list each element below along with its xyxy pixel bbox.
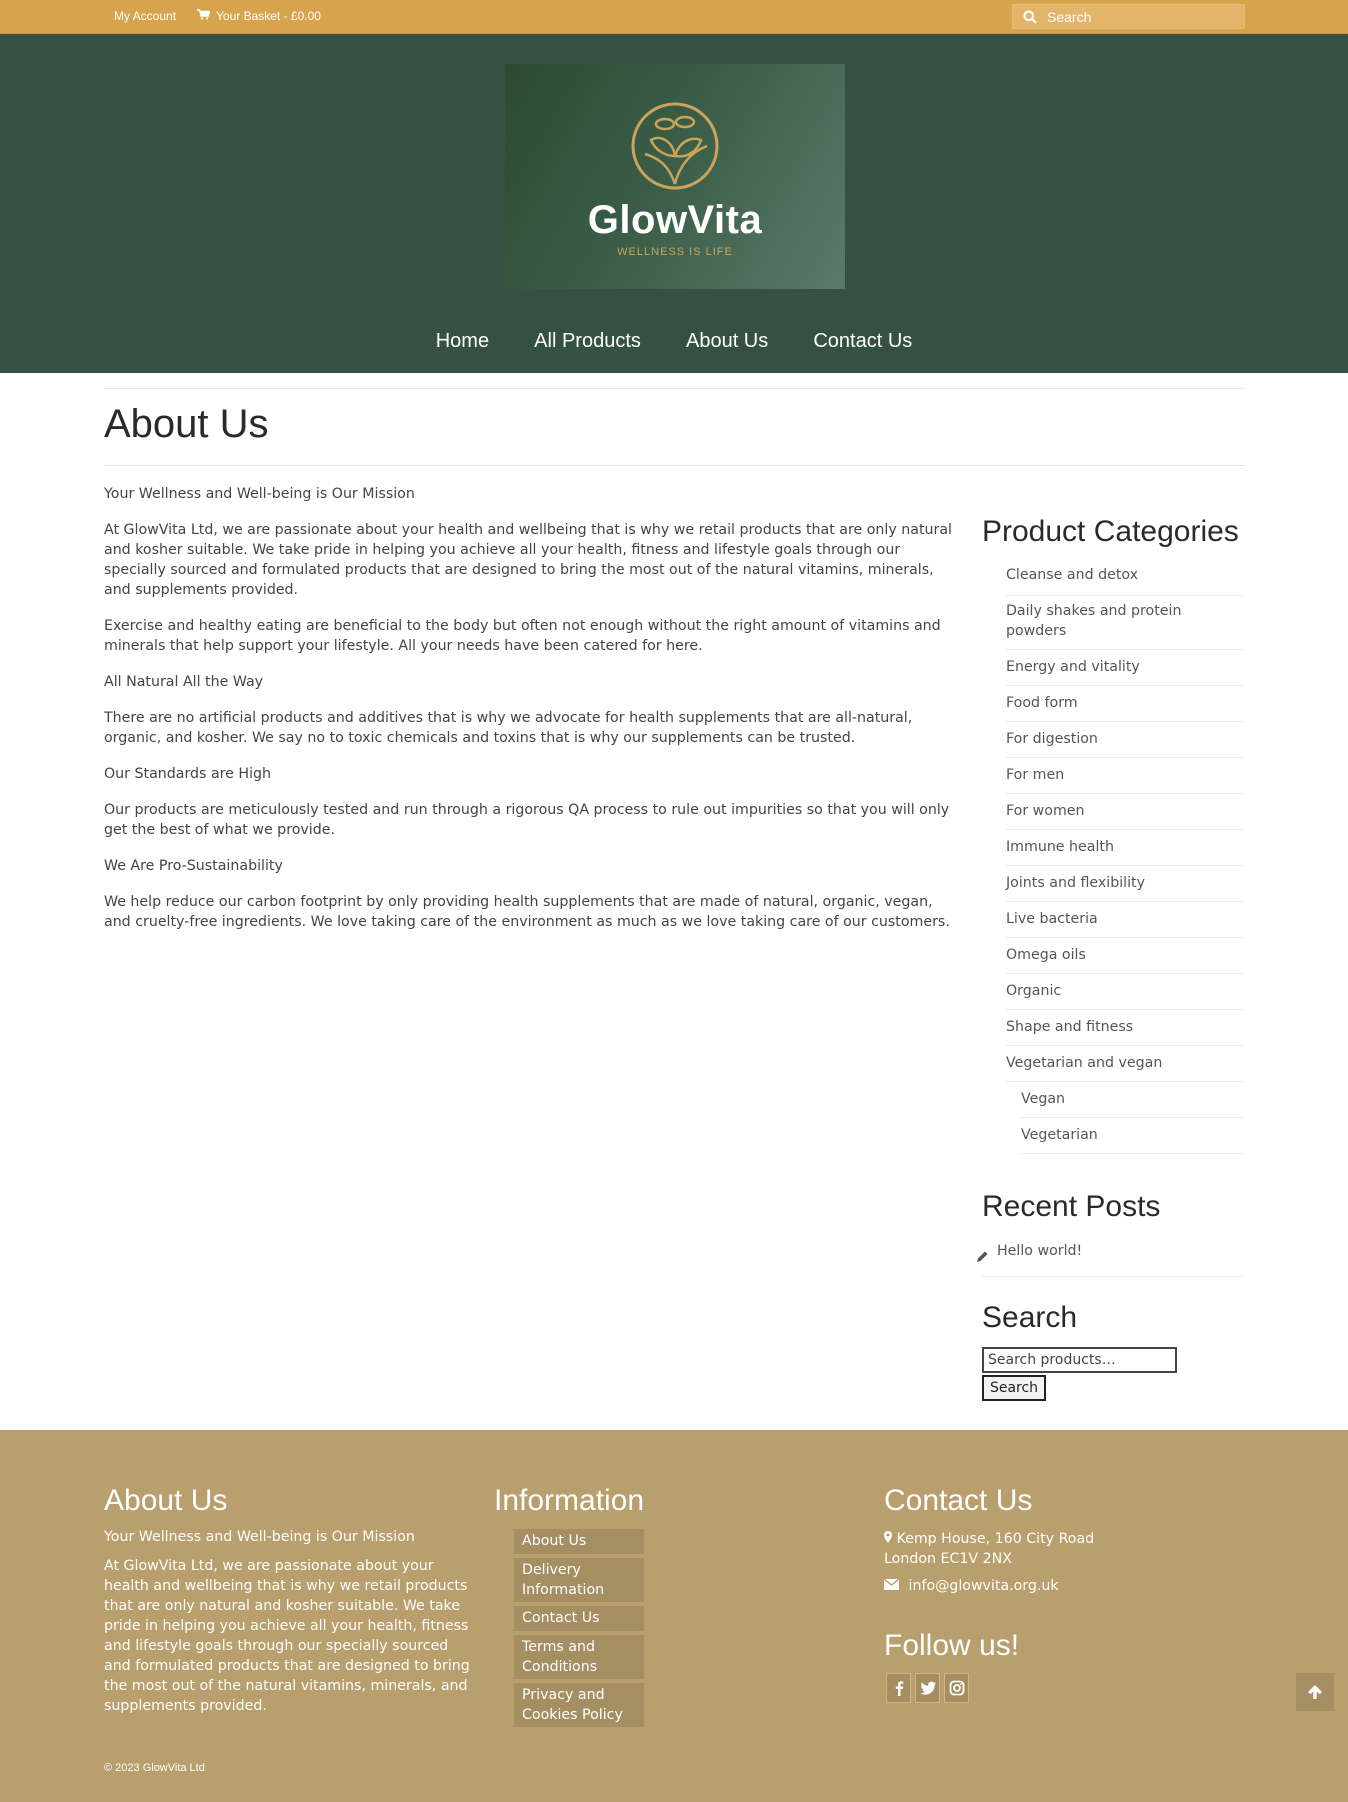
content-paragraph: Exercise and healthy eating are beneficial to the body but often not enough without the right amount of vitamins and minerals that help support your lifestyle. All your needs have been catered for here.: [104, 618, 941, 654]
envelope-icon: [884, 1578, 899, 1594]
basket-link[interactable]: [197, 9, 321, 23]
site-footer: [0, 1430, 1348, 1802]
arrow-up-icon: [1307, 1684, 1323, 1700]
product-search-input[interactable]: [982, 1347, 1177, 1373]
product-search-button[interactable]: Search: [982, 1375, 1046, 1401]
instagram-icon[interactable]: [944, 1673, 969, 1703]
content-paragraph: We help reduce our carbon footprint by only providing health supplements that are made of natural, organic, vegan, and cruelty-free ingredients. We love taking care of the environment as much as we love taking care of our customers.: [104, 894, 950, 930]
category-for-women[interactable]: For women: [1006, 793, 1245, 830]
category-immune-health[interactable]: Immune health: [1006, 829, 1245, 866]
category-cleanse-and-detox[interactable]: Cleanse and detox: [1006, 559, 1245, 596]
top-bar: [0, 0, 1348, 34]
category-vegan[interactable]: Vegan: [1021, 1081, 1245, 1118]
content-heading-natural: All Natural All the Way: [104, 674, 264, 690]
follow-us-title: Follow us!: [884, 1629, 1020, 1662]
footer-link-delivery-information[interactable]: Delivery Information: [514, 1558, 644, 1602]
footer-link-about-us[interactable]: About Us: [514, 1529, 644, 1554]
category-joints-and-flexibility[interactable]: Joints and flexibility: [1006, 865, 1245, 902]
address-line-2: London EC1V 2NX: [884, 1551, 1012, 1567]
content-heading-sustainability: We Are Pro-Sustainability: [104, 858, 283, 874]
leaf-emblem-icon: [629, 100, 721, 192]
site-logo[interactable]: [505, 64, 845, 289]
content-heading-mission: Your Wellness and Well-being is Our Mission: [104, 486, 415, 502]
footer-link-terms[interactable]: Terms and Conditions: [514, 1635, 644, 1679]
category-organic[interactable]: Organic: [1006, 973, 1245, 1010]
sidebar: [982, 515, 1245, 1396]
category-vegetarian[interactable]: Vegetarian: [1021, 1117, 1245, 1154]
product-categories-title: Product Categories: [982, 515, 1239, 548]
nav-about-us[interactable]: About Us: [685, 330, 769, 352]
footer-about-subtitle: Your Wellness and Well-being is Our Mission: [104, 1529, 415, 1545]
facebook-icon[interactable]: [886, 1673, 911, 1703]
category-energy-and-vitality[interactable]: Energy and vitality: [1006, 649, 1245, 686]
footer-contact-title: Contact Us: [884, 1484, 1033, 1517]
site-header: [0, 34, 1348, 373]
footer-information-title: Information: [494, 1484, 645, 1517]
scroll-to-top-button[interactable]: [1296, 1673, 1334, 1711]
category-omega-oils[interactable]: Omega oils: [1006, 937, 1245, 974]
content-paragraph: There are no artificial products and additives that is why we advocate for health supplements that are all-natural, organic, and kosher. We say no to toxic chemicals and toxins that is why our supplements can be trusted.: [104, 710, 913, 746]
cart-icon: [197, 9, 210, 23]
nav-contact-us[interactable]: Contact Us: [813, 330, 913, 352]
logo-brand-name: GlowVita: [587, 198, 763, 242]
email-link[interactable]: info@glowvita.org.uk: [908, 1578, 1059, 1594]
header-search: [1012, 4, 1245, 29]
recent-posts-title: Recent Posts: [982, 1190, 1161, 1223]
search-icon[interactable]: [1023, 9, 1037, 28]
footer-address: [884, 1529, 1094, 1569]
category-food-form[interactable]: Food form: [1006, 685, 1245, 722]
divider: [104, 465, 1245, 466]
page-content: [104, 484, 954, 948]
copyright: © 2023 GlowVita Ltd: [104, 1762, 205, 1774]
category-shape-and-fitness[interactable]: Shape and fitness: [1006, 1009, 1245, 1046]
footer-about-body: At GlowVita Ltd, we are passionate about your health and wellbeing that is why we retail products that are only natural and kosher suitable. We take pride in helping you achieve all your health, fitness and lifestyle goals through our specially sourced and formulated products that are designed to bring the most out of the natural vitamins, minerals, and supplements provided.: [104, 1558, 470, 1714]
basket-label: Your Basket - £0.00: [216, 9, 321, 23]
main-nav: [0, 330, 1348, 353]
page-title: About Us: [104, 402, 269, 446]
header-search-input[interactable]: [1047, 7, 1237, 27]
nav-home[interactable]: Home: [435, 330, 490, 352]
category-daily-shakes[interactable]: Daily shakes and protein powders: [1006, 595, 1245, 650]
category-vegetarian-and-vegan[interactable]: Vegetarian and vegan: [1006, 1045, 1245, 1082]
category-for-men[interactable]: For men: [1006, 757, 1245, 794]
category-for-digestion[interactable]: For digestion: [1006, 721, 1245, 758]
map-marker-icon: [884, 1531, 892, 1547]
footer-link-privacy[interactable]: Privacy and Cookies Policy: [514, 1683, 644, 1727]
nav-all-products[interactable]: All Products: [534, 330, 641, 352]
my-account-link[interactable]: My Account: [114, 9, 177, 23]
pencil-icon: [976, 1248, 989, 1267]
divider: [104, 388, 1245, 389]
twitter-icon[interactable]: [915, 1673, 940, 1703]
footer-email: [884, 1578, 1059, 1594]
logo-tagline: WELLNESS IS LIFE: [617, 246, 733, 258]
search-widget-title: Search: [982, 1301, 1078, 1334]
recent-post-link[interactable]: Hello world!: [997, 1243, 1083, 1259]
content-paragraph: Our products are meticulously tested and run through a rigorous QA process to rule out impurities so that you will only get the best of what we provide.: [104, 802, 950, 838]
footer-about-title: About Us: [104, 1484, 228, 1517]
recent-post-item[interactable]: [982, 1241, 1245, 1277]
content-heading-standards: Our Standards are High: [104, 766, 272, 782]
content-paragraph: At GlowVita Ltd, we are passionate about your health and wellbeing that is why we retail products that are only natural and kosher suitable. We take pride in helping you achieve all your health, fitness and lifestyle goals through our specially sourced and formulated products that are designed to bring the most out of the natural vitamins, minerals, and supplements provided.: [104, 522, 952, 598]
category-live-bacteria[interactable]: Live bacteria: [1006, 901, 1245, 938]
address-line-1: Kemp House, 160 City Road: [896, 1531, 1095, 1547]
footer-link-contact-us[interactable]: Contact Us: [514, 1606, 644, 1631]
